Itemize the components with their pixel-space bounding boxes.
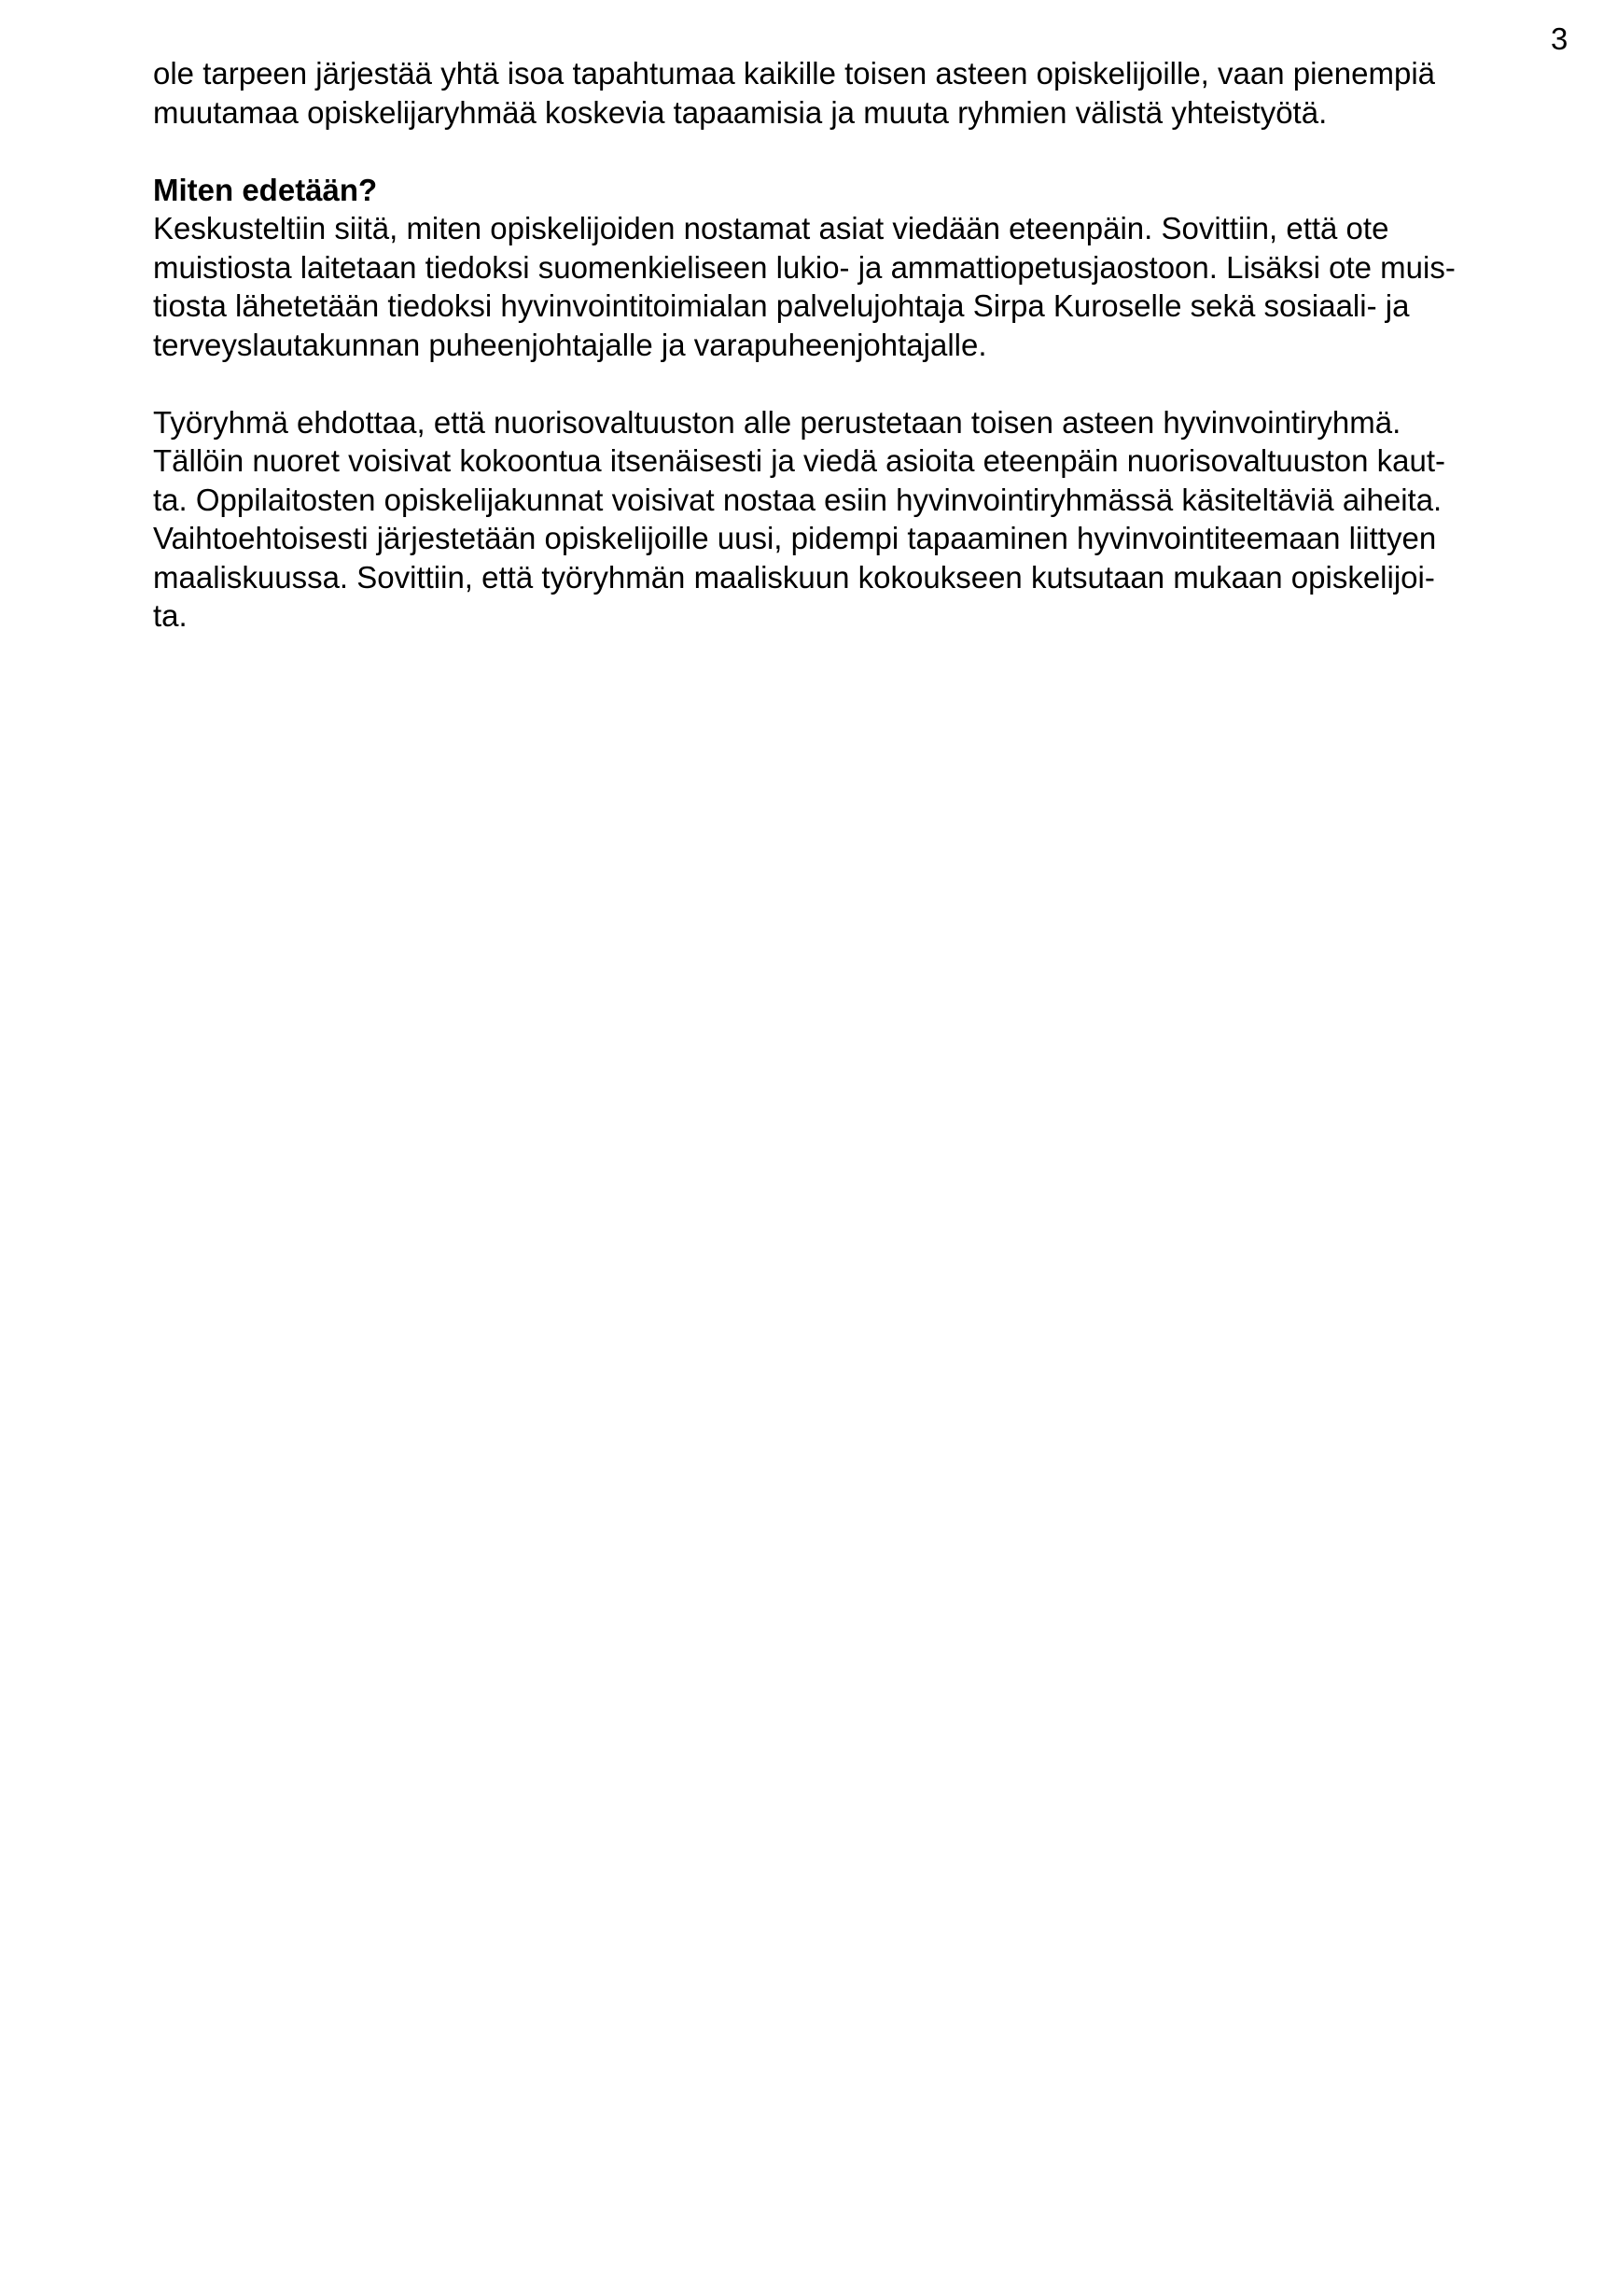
paragraph-next-steps [153, 209, 1571, 364]
text-line: terveyslautakunnan puheenjohtajalle ja varapuheenjohtajalle. [153, 327, 987, 362]
text-line: Tällöin nuoret voisivat kokoontua itsenäisesti ja viedä asioita eteenpäin nuorisovaltuuston kaut- [153, 443, 1446, 478]
text-line: Työryhmä ehdottaa, että nuorisovaltuuston alle perustetaan toisen asteen hyvinvointiryhmä. [153, 404, 1401, 440]
text-line: maaliskuussa. Sovittiin, että työryhmän maaliskuun kokoukseen kutsutaan mukaan opiskelijoi- [153, 559, 1435, 595]
page-number: 3 [1551, 21, 1568, 56]
text-line: tiosta lähetetään tiedoksi hyvinvointitoimialan palvelujohtaja Sirpa Kuroselle sekä sosiaali- ja [153, 288, 1410, 323]
text-line: ta. Oppilaitosten opiskelijakunnat voisivat nostaa esiin hyvinvointiryhmässä käsiteltäviä aiheita. [153, 482, 1443, 517]
text-line: muistiosta laitetaan tiedoksi suomenkieliseen lukio- ja ammattiopetusjaostoon. Lisäksi ote muis- [153, 249, 1456, 285]
paragraph-gap [153, 132, 1571, 171]
text-line: muutamaa opiskelijaryhmää koskevia tapaamisia ja muuta ryhmien välistä yhteistyötä. [153, 94, 1328, 130]
document-body [153, 54, 1571, 636]
text-line: ta. [153, 598, 188, 633]
section-heading: Miten edetään? [153, 172, 378, 207]
text-line: Keskusteltiin siitä, miten opiskelijoiden nostamat asiat viedään eteenpäin. Sovittiin, että ote [153, 211, 1389, 245]
text-line: ole tarpeen järjestää yhtä isoa tapahtumaa kaikille toisen asteen opiskelijoille, vaan pienempiä [153, 56, 1436, 91]
text-line: Vaihtoehtoisesti järjestetään opiskelijoille uusi, pidempi tapaaminen hyvinvointiteemaan liittyen [153, 521, 1437, 555]
paragraph-gap [153, 364, 1571, 403]
paragraph-proposal [153, 403, 1571, 636]
paragraph-intro [153, 54, 1571, 132]
